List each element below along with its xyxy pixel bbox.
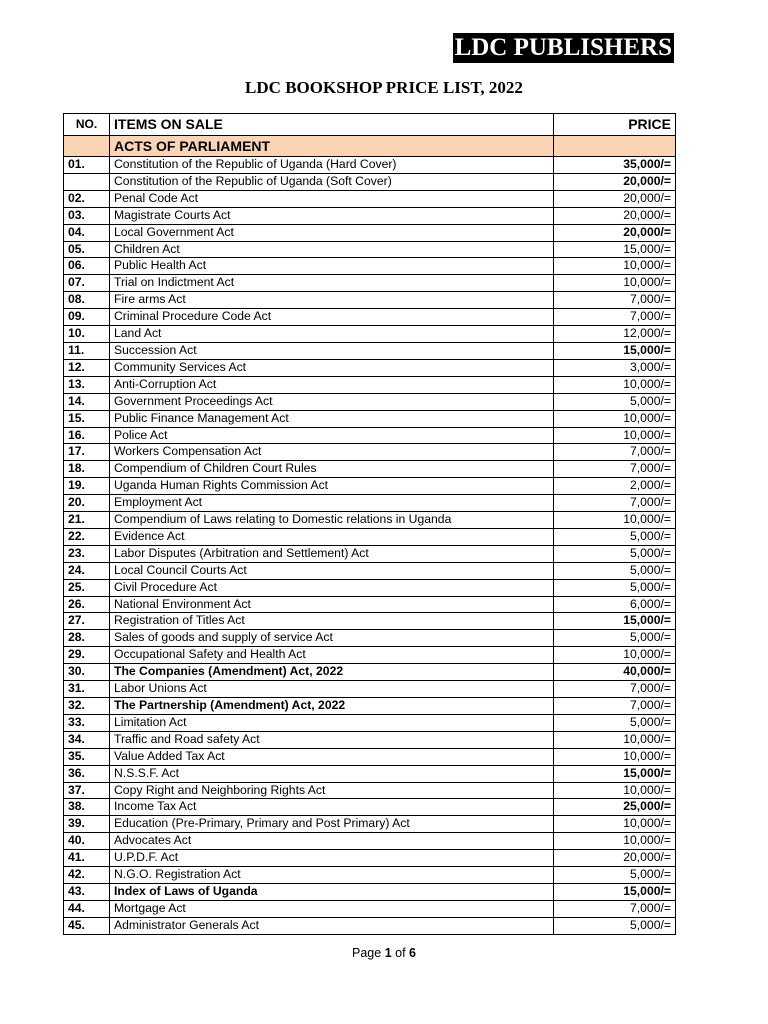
row-item-name: Penal Code Act xyxy=(110,190,554,207)
row-number: 28. xyxy=(64,630,110,647)
page-word: Page xyxy=(352,946,382,960)
table-row xyxy=(64,241,676,258)
row-number: 30. xyxy=(64,664,110,681)
row-item-name: Children Act xyxy=(110,241,554,258)
row-price: 5,000/= xyxy=(554,630,676,647)
row-price: 20,000/= xyxy=(554,173,676,190)
row-price: 5,000/= xyxy=(554,562,676,579)
table-row xyxy=(64,647,676,664)
row-number: 27. xyxy=(64,613,110,630)
row-price: 10,000/= xyxy=(554,731,676,748)
table-row xyxy=(64,461,676,478)
row-number: 04. xyxy=(64,224,110,241)
table-row xyxy=(64,444,676,461)
table-body xyxy=(64,136,676,935)
row-number: 10. xyxy=(64,326,110,343)
row-price: 15,000/= xyxy=(554,613,676,630)
row-number: 37. xyxy=(64,782,110,799)
row-number: 03. xyxy=(64,207,110,224)
row-price: 7,000/= xyxy=(554,681,676,698)
row-price: 2,000/= xyxy=(554,478,676,495)
row-item-name: Compendium of Laws relating to Domestic relations in Uganda xyxy=(110,512,554,529)
row-price: 10,000/= xyxy=(554,647,676,664)
table-row xyxy=(64,748,676,765)
row-item-name: Evidence Act xyxy=(110,528,554,545)
table-row xyxy=(64,799,676,816)
table-row xyxy=(64,714,676,731)
row-price: 12,000/= xyxy=(554,326,676,343)
row-price: 20,000/= xyxy=(554,850,676,867)
row-number: 13. xyxy=(64,376,110,393)
row-price: 15,000/= xyxy=(554,342,676,359)
row-price: 7,000/= xyxy=(554,900,676,917)
page-title: LDC BOOKSHOP PRICE LIST, 2022 xyxy=(245,78,523,97)
table-row xyxy=(64,731,676,748)
row-number: 01. xyxy=(64,157,110,174)
row-number: 44. xyxy=(64,900,110,917)
table-row xyxy=(64,528,676,545)
row-number: 14. xyxy=(64,393,110,410)
table-row xyxy=(64,545,676,562)
column-header-price: PRICE xyxy=(554,114,676,136)
table-row xyxy=(64,765,676,782)
row-item-name: Registration of Titles Act xyxy=(110,613,554,630)
row-number: 12. xyxy=(64,359,110,376)
row-price: 7,000/= xyxy=(554,698,676,715)
row-number: 34. xyxy=(64,731,110,748)
row-number: 43. xyxy=(64,883,110,900)
row-number: 08. xyxy=(64,292,110,309)
table-row xyxy=(64,900,676,917)
row-item-name: Mortgage Act xyxy=(110,900,554,917)
publisher-logo-text: LDC PUBLISHERS xyxy=(454,34,672,61)
row-item-name: Constitution of the Republic of Uganda (Soft Cover) xyxy=(110,173,554,190)
column-header-items: ITEMS ON SALE xyxy=(110,114,554,136)
row-item-name: Government Proceedings Act xyxy=(110,393,554,410)
row-number: 33. xyxy=(64,714,110,731)
row-price: 7,000/= xyxy=(554,495,676,512)
section-title: ACTS OF PARLIAMENT xyxy=(110,136,554,157)
table-row xyxy=(64,309,676,326)
row-price: 7,000/= xyxy=(554,461,676,478)
row-price: 10,000/= xyxy=(554,782,676,799)
row-number: 23. xyxy=(64,545,110,562)
row-number: 45. xyxy=(64,917,110,934)
row-number: 39. xyxy=(64,816,110,833)
row-number: 20. xyxy=(64,495,110,512)
row-price: 7,000/= xyxy=(554,309,676,326)
row-item-name: Police Act xyxy=(110,427,554,444)
table-row xyxy=(64,173,676,190)
row-number: 21. xyxy=(64,512,110,529)
row-item-name: Trial on Indictment Act xyxy=(110,275,554,292)
row-item-name: Advocates Act xyxy=(110,833,554,850)
page-total: 6 xyxy=(409,946,416,960)
row-price: 5,000/= xyxy=(554,579,676,596)
row-item-name: Public Health Act xyxy=(110,258,554,275)
row-price: 10,000/= xyxy=(554,410,676,427)
row-number: 07. xyxy=(64,275,110,292)
row-number: 40. xyxy=(64,833,110,850)
table-row xyxy=(64,850,676,867)
row-item-name: U.P.D.F. Act xyxy=(110,850,554,867)
row-item-name: Public Finance Management Act xyxy=(110,410,554,427)
row-number: 15. xyxy=(64,410,110,427)
row-item-name: Education (Pre-Primary, Primary and Post Primary) Act xyxy=(110,816,554,833)
row-item-name: Land Act xyxy=(110,326,554,343)
table-row xyxy=(64,326,676,343)
row-number: 26. xyxy=(64,596,110,613)
row-item-name: Local Government Act xyxy=(110,224,554,241)
row-number: 36. xyxy=(64,765,110,782)
table-row xyxy=(64,867,676,884)
row-price: 5,000/= xyxy=(554,714,676,731)
section-price-cell xyxy=(554,136,676,157)
row-price: 5,000/= xyxy=(554,867,676,884)
row-price: 10,000/= xyxy=(554,833,676,850)
row-number: 22. xyxy=(64,528,110,545)
row-item-name: Traffic and Road safety Act xyxy=(110,731,554,748)
row-number: 18. xyxy=(64,461,110,478)
row-item-name: National Environment Act xyxy=(110,596,554,613)
row-number: 32. xyxy=(64,698,110,715)
table-row xyxy=(64,342,676,359)
table-row xyxy=(64,782,676,799)
row-number: 17. xyxy=(64,444,110,461)
page-current: 1 xyxy=(384,946,392,960)
row-price: 10,000/= xyxy=(554,748,676,765)
row-item-name: Administrator Generals Act xyxy=(110,917,554,934)
row-price: 20,000/= xyxy=(554,190,676,207)
row-price: 5,000/= xyxy=(554,545,676,562)
row-price: 5,000/= xyxy=(554,528,676,545)
row-number: 11. xyxy=(64,342,110,359)
table-row xyxy=(64,664,676,681)
row-item-name: Uganda Human Rights Commission Act xyxy=(110,478,554,495)
row-price: 20,000/= xyxy=(554,224,676,241)
row-price: 5,000/= xyxy=(554,917,676,934)
row-item-name: Compendium of Children Court Rules xyxy=(110,461,554,478)
row-number: 42. xyxy=(64,867,110,884)
table-row xyxy=(64,376,676,393)
row-price: 35,000/= xyxy=(554,157,676,174)
row-item-name: The Companies (Amendment) Act, 2022 xyxy=(110,664,554,681)
row-number: 24. xyxy=(64,562,110,579)
row-item-name: Fire arms Act xyxy=(110,292,554,309)
row-price: 10,000/= xyxy=(554,258,676,275)
row-number: 05. xyxy=(64,241,110,258)
table-row xyxy=(64,258,676,275)
table-row xyxy=(64,190,676,207)
page-footer xyxy=(0,946,768,960)
row-number: 29. xyxy=(64,647,110,664)
row-item-name: Income Tax Act xyxy=(110,799,554,816)
table-row xyxy=(64,630,676,647)
table-row xyxy=(64,410,676,427)
row-price: 40,000/= xyxy=(554,664,676,681)
table-row xyxy=(64,698,676,715)
table-row xyxy=(64,292,676,309)
row-price: 5,000/= xyxy=(554,393,676,410)
table-row xyxy=(64,816,676,833)
row-number: 02. xyxy=(64,190,110,207)
table-row xyxy=(64,224,676,241)
row-item-name: Civil Procedure Act xyxy=(110,579,554,596)
table-row xyxy=(64,427,676,444)
row-price: 15,000/= xyxy=(554,883,676,900)
table-row xyxy=(64,833,676,850)
table-row xyxy=(64,579,676,596)
table-header-row xyxy=(64,114,676,136)
row-item-name: Employment Act xyxy=(110,495,554,512)
row-item-name: Workers Compensation Act xyxy=(110,444,554,461)
table-row xyxy=(64,495,676,512)
table-row xyxy=(64,917,676,934)
row-item-name: Anti-Corruption Act xyxy=(110,376,554,393)
price-list-table xyxy=(63,113,676,935)
row-number: 25. xyxy=(64,579,110,596)
row-number: 35. xyxy=(64,748,110,765)
row-item-name: Criminal Procedure Code Act xyxy=(110,309,554,326)
table-row xyxy=(64,359,676,376)
table-row xyxy=(64,207,676,224)
column-header-number: NO. xyxy=(64,114,110,136)
row-item-name: Labor Unions Act xyxy=(110,681,554,698)
table-row xyxy=(64,393,676,410)
row-price: 6,000/= xyxy=(554,596,676,613)
row-item-name: Occupational Safety and Health Act xyxy=(110,647,554,664)
table-row xyxy=(64,157,676,174)
row-number: 38. xyxy=(64,799,110,816)
row-item-name: Community Services Act xyxy=(110,359,554,376)
table-row xyxy=(64,512,676,529)
section-number-cell xyxy=(64,136,110,157)
row-item-name: Constitution of the Republic of Uganda (Hard Cover) xyxy=(110,157,554,174)
row-price: 10,000/= xyxy=(554,275,676,292)
row-price: 20,000/= xyxy=(554,207,676,224)
row-number: 16. xyxy=(64,427,110,444)
row-number: 41. xyxy=(64,850,110,867)
row-price: 7,000/= xyxy=(554,292,676,309)
section-row xyxy=(64,136,676,157)
row-number: 06. xyxy=(64,258,110,275)
row-price: 15,000/= xyxy=(554,241,676,258)
row-item-name: Index of Laws of Uganda xyxy=(110,883,554,900)
row-item-name: Labor Disputes (Arbitration and Settlement) Act xyxy=(110,545,554,562)
row-item-name: The Partnership (Amendment) Act, 2022 xyxy=(110,698,554,715)
row-item-name: Succession Act xyxy=(110,342,554,359)
table-row xyxy=(64,883,676,900)
row-number: 19. xyxy=(64,478,110,495)
row-item-name: Copy Right and Neighboring Rights Act xyxy=(110,782,554,799)
row-price: 10,000/= xyxy=(554,816,676,833)
row-item-name: Value Added Tax Act xyxy=(110,748,554,765)
row-price: 25,000/= xyxy=(554,799,676,816)
row-item-name: Sales of goods and supply of service Act xyxy=(110,630,554,647)
row-item-name: Limitation Act xyxy=(110,714,554,731)
table-row xyxy=(64,275,676,292)
table-row xyxy=(64,562,676,579)
row-item-name: Local Council Courts Act xyxy=(110,562,554,579)
row-item-name: N.G.O. Registration Act xyxy=(110,867,554,884)
row-number xyxy=(64,173,110,190)
page-of: of xyxy=(395,946,406,960)
table-row xyxy=(64,596,676,613)
row-number: 31. xyxy=(64,681,110,698)
row-price: 10,000/= xyxy=(554,376,676,393)
row-price: 10,000/= xyxy=(554,427,676,444)
table-row xyxy=(64,478,676,495)
row-price: 15,000/= xyxy=(554,765,676,782)
row-number: 09. xyxy=(64,309,110,326)
table-row xyxy=(64,681,676,698)
row-price: 3,000/= xyxy=(554,359,676,376)
row-item-name: N.S.S.F. Act xyxy=(110,765,554,782)
row-item-name: Magistrate Courts Act xyxy=(110,207,554,224)
row-price: 10,000/= xyxy=(554,512,676,529)
table-row xyxy=(64,613,676,630)
row-price: 7,000/= xyxy=(554,444,676,461)
